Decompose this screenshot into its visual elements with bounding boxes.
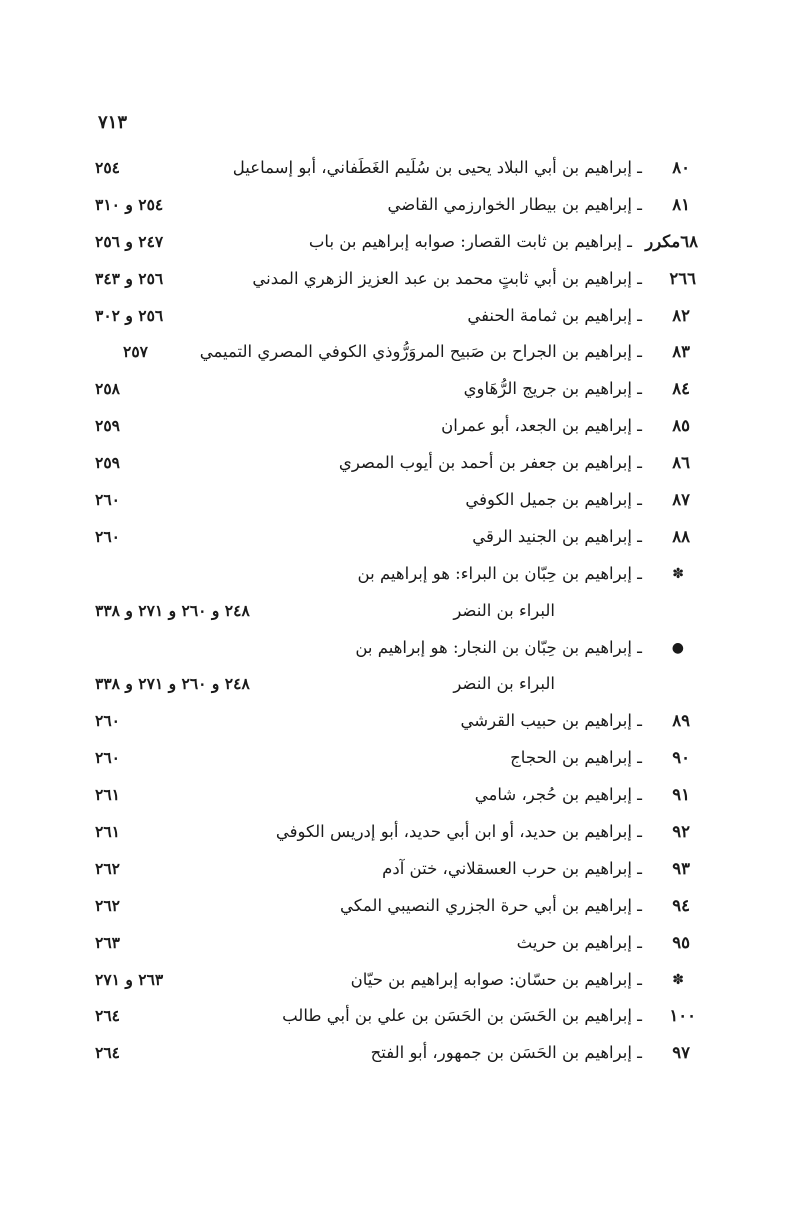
entry-number: ٢٦٦ bbox=[669, 268, 696, 288]
index-entry bbox=[95, 888, 690, 925]
index-entry bbox=[95, 962, 690, 999]
asterisk-marker: ✽ bbox=[672, 971, 684, 988]
entry-text: ـ إبراهيم بن الجراح بن صَبيح المروَرُّوذي الكوفي المصري التميمي bbox=[199, 342, 642, 362]
entry-pages: ٢٤٧ و ٢٥٦ bbox=[95, 231, 164, 251]
entry-text: البراء بن النضر bbox=[453, 600, 555, 620]
entry-pages: ٢٤٨ و ٢٦٠ و ٢٧١ و ٣٣٨ bbox=[95, 600, 250, 620]
entry-number: ٨٥ bbox=[672, 416, 690, 436]
index-list bbox=[95, 150, 698, 1072]
entry-text: ـ إبراهيم بن الجعد، أبو عمران bbox=[441, 416, 642, 436]
entry-pages: ٢٦٠ bbox=[95, 526, 120, 546]
entry-text: ـ إبراهيم بن ثمامة الحنفي bbox=[467, 305, 642, 325]
entry-text: ـ إبراهيم بن الجنيد الرقي bbox=[472, 526, 642, 546]
entry-text: ـ إبراهيم بن جميل الكوفي bbox=[465, 490, 642, 510]
entry-number: ٦٨مكرر bbox=[645, 231, 698, 251]
entry-text: ـ إبراهيم بن جريج الرُّهَاوي bbox=[463, 379, 642, 399]
entry-pages: ٢٦٠ bbox=[95, 490, 120, 510]
entry-text: ـ إبراهيم بن حديد، أو ابن أبي حديد، أبو إدريس الكوفي bbox=[275, 822, 642, 842]
entry-pages: ٢٦٤ bbox=[95, 1006, 120, 1026]
index-entry bbox=[95, 851, 690, 888]
entry-number: ٨٩ bbox=[672, 711, 690, 731]
entry-pages: ٢٤٨ و ٢٦٠ و ٢٧١ و ٣٣٨ bbox=[95, 674, 250, 694]
entry-text: ـ إبراهيم بن بيطار الخوارزمي القاضي bbox=[387, 194, 642, 214]
entry-text: ـ إبراهيم بن حريث bbox=[516, 932, 642, 952]
entry-number: ٨٣ bbox=[672, 342, 690, 362]
entry-pages: ٢٦٣ bbox=[95, 932, 120, 952]
entry-text: ـ إبراهيم بن ثابت القصار: صوابه إبراهيم بن باب bbox=[308, 231, 632, 251]
entry-number: ٩٥ bbox=[672, 932, 690, 952]
entry-number: ٨٢ bbox=[672, 305, 690, 325]
entry-text: ـ إبراهيم بن جعفر بن أحمد بن أيوب المصري bbox=[338, 453, 642, 473]
entry-pages: ٢٦٢ bbox=[95, 895, 120, 915]
entry-pages: ٢٦٤ bbox=[95, 1043, 120, 1063]
entry-pages: ٢٥٦ و ٣٤٣ bbox=[95, 268, 164, 288]
index-entry bbox=[95, 998, 696, 1035]
entry-text: البراء بن النضر bbox=[453, 674, 555, 694]
entry-number: ٨٧ bbox=[672, 490, 690, 510]
index-entry bbox=[95, 519, 690, 556]
entry-pages: ٢٦٣ و ٢٧١ bbox=[95, 969, 164, 989]
entry-text: ـ إبراهيم بن أبي ثابتٍ محمد بن عبد العزيز الزهري المدني bbox=[252, 268, 642, 288]
entry-text: ـ إبراهيم بن حسّان: صوابه إبراهيم بن حيّان bbox=[350, 969, 642, 989]
entry-number: ٩٧ bbox=[672, 1043, 690, 1063]
entry-text: ـ إبراهيم بن الحجاج bbox=[510, 748, 642, 768]
index-entry bbox=[95, 334, 690, 371]
page-number: ٧١٣ bbox=[98, 112, 128, 133]
entry-number: ٩٠ bbox=[672, 748, 690, 768]
index-entry bbox=[95, 630, 690, 667]
entry-pages: ٢٥٩ bbox=[95, 453, 120, 473]
index-entry bbox=[95, 740, 690, 777]
entry-pages: ٢٥٧ bbox=[123, 342, 148, 362]
entry-number: ٨٤ bbox=[672, 379, 690, 399]
entry-number: ٩١ bbox=[672, 785, 690, 805]
index-entry bbox=[95, 187, 690, 224]
entry-text: ـ إبراهيم بن حبيب القرشي bbox=[460, 711, 642, 731]
index-entry bbox=[95, 556, 690, 593]
entry-text: ـ إبراهيم بن الحَسَن بن جمهور، أبو الفتح bbox=[370, 1043, 642, 1063]
entry-number: ٩٢ bbox=[672, 822, 690, 842]
index-entry bbox=[95, 482, 690, 519]
index-entry bbox=[95, 925, 690, 962]
index-entry bbox=[95, 371, 690, 408]
index-entry bbox=[95, 408, 690, 445]
entry-pages: ٢٦٠ bbox=[95, 748, 120, 768]
entry-number: ٩٤ bbox=[672, 895, 690, 915]
entry-pages: ٢٦٠ bbox=[95, 711, 120, 731]
index-entry bbox=[95, 703, 690, 740]
entry-pages: ٢٥٦ و ٣٠٢ bbox=[95, 305, 164, 325]
entry-text: ـ إبراهيم بن حرب العسقلاني، ختن آدم bbox=[382, 858, 642, 878]
entry-number: ٨٦ bbox=[672, 453, 690, 473]
index-entry-continuation bbox=[95, 666, 690, 703]
entry-text: ـ إبراهيم بن حِبّان بن البراء: هو إبراهيم بن bbox=[357, 563, 642, 583]
entry-pages: ٢٥٩ bbox=[95, 416, 120, 436]
entry-text: ـ إبراهيم بن الحَسَن بن الحَسَن بن علي بن أبي طالب bbox=[282, 1006, 642, 1026]
entry-text: ـ إبراهيم بن حُجر، شامي bbox=[474, 785, 642, 805]
entry-number: ١٠٠ bbox=[669, 1006, 696, 1026]
index-entry bbox=[95, 150, 690, 187]
entry-pages: ٢٥٤ و ٣١٠ bbox=[95, 194, 164, 214]
entry-number: ٨٨ bbox=[672, 526, 690, 546]
index-entry bbox=[95, 261, 696, 298]
asterisk-marker: ✽ bbox=[672, 565, 684, 582]
entry-pages: ٢٥٤ bbox=[95, 158, 120, 177]
entry-text: ـ إبراهيم بن حِبّان بن النجار: هو إبراهيم بن bbox=[355, 637, 642, 657]
entry-number: ٩٣ bbox=[672, 858, 690, 878]
entry-text: ـ إبراهيم بن أبي البلاد يحيى بن سُلَيم الغَطَفاني، أبو إسماعيل bbox=[232, 158, 642, 177]
entry-pages: ٢٥٨ bbox=[95, 379, 120, 399]
entry-pages: ٢٦١ bbox=[95, 822, 120, 842]
entry-text: ـ إبراهيم بن أبي حرة الجزري النصيبي المكي bbox=[340, 895, 642, 915]
entry-number: ٨٠ bbox=[672, 158, 690, 177]
entry-number: ٨١ bbox=[672, 194, 690, 214]
index-entry bbox=[95, 777, 690, 814]
entry-pages: ٢٦٢ bbox=[95, 858, 120, 878]
index-entry bbox=[95, 1035, 690, 1072]
index-entry bbox=[95, 298, 690, 335]
index-entry bbox=[95, 224, 698, 261]
index-entry-continuation bbox=[95, 593, 690, 630]
bullet-marker: ● bbox=[671, 639, 684, 656]
index-entry bbox=[95, 445, 690, 482]
entry-pages: ٢٦١ bbox=[95, 785, 120, 805]
index-entry bbox=[95, 814, 690, 851]
